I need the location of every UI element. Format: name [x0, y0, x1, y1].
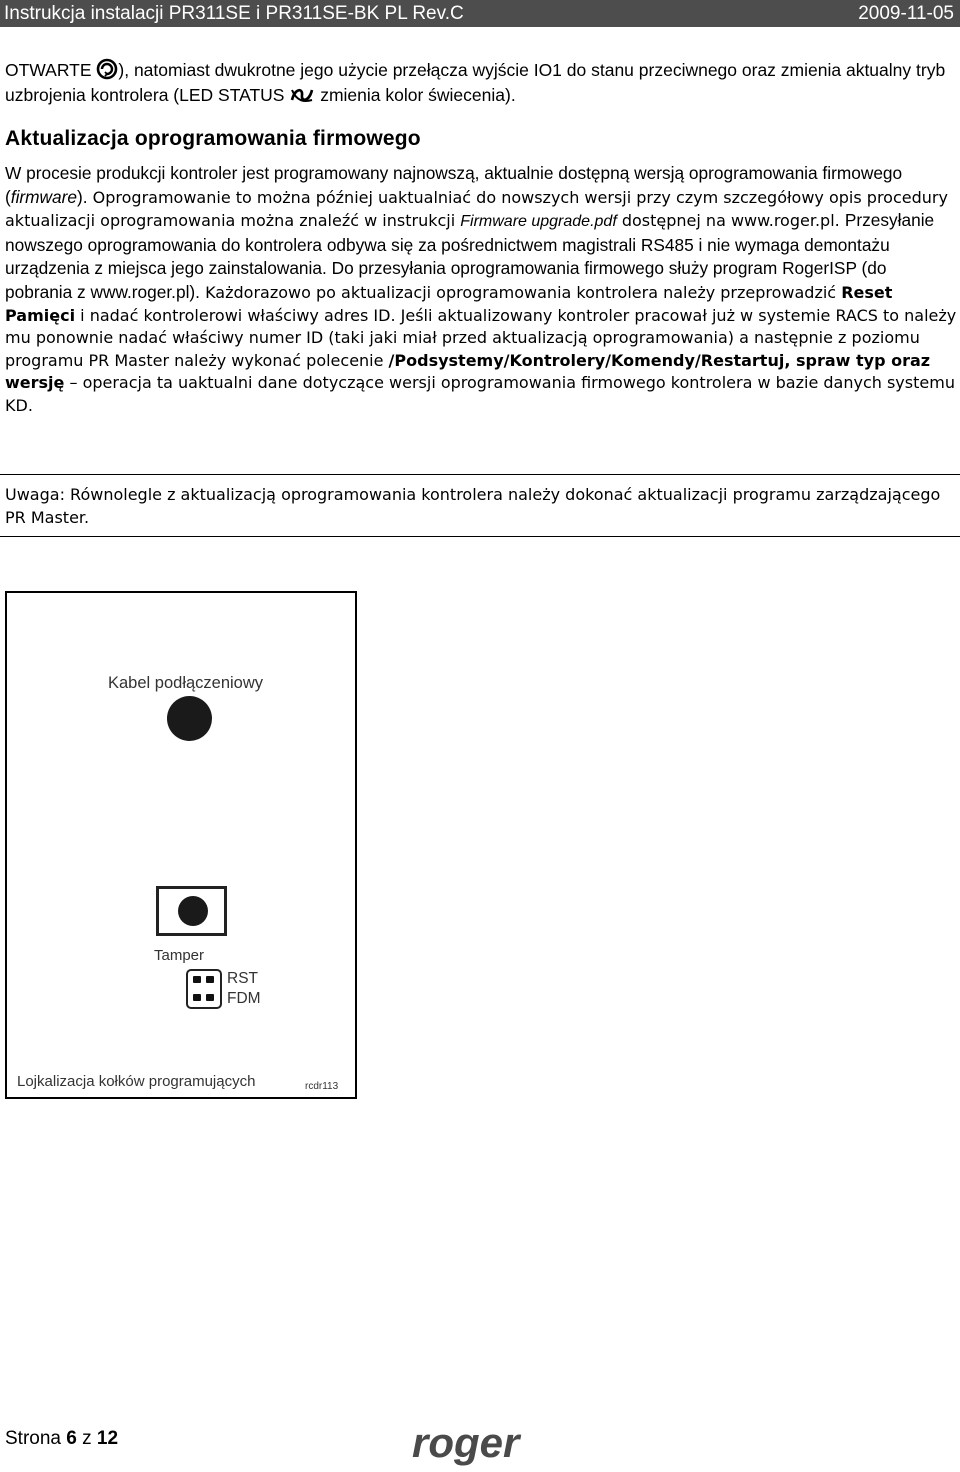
para-text-4: Każdorazowo po aktualizacji oprogramowania kontrolera należy przeprowadzić — [200, 282, 842, 302]
jumper-pin — [193, 994, 201, 1001]
note-bottom-rule — [0, 536, 960, 537]
para-text-3b: Przesyłanie nowszego oprogramowania do kontrolera odbywa się za pośrednictwem magistrali RS485 i nie wymaga demontażu urządzenia z miejsca jego zainstalowania. Do przesyłania oprogramowania firmowego służy program RogerISP (do pobrania z www.roger.pl). — [5, 210, 935, 302]
document-title: Instrukcja instalacji PR311SE i PR311SE-BK PL Rev.C — [4, 3, 464, 24]
fdm-label: FDM — [227, 990, 261, 1007]
command-path: /Podsystemy/Kontrolery/Komendy/Restartuj, spraw typ oraz wersję — [5, 350, 931, 393]
jumper-pin — [206, 976, 214, 983]
note-paragraph: Uwaga: Równolegle z aktualizacją oprogramowania kontrolera należy dokonać aktualizacji programu zarządzającego PR Master. — [5, 485, 941, 527]
figure-code: rcdr113 — [305, 1081, 339, 1092]
tamper-switch — [156, 886, 227, 936]
rst-label: RST — [227, 970, 258, 987]
door-open-icon — [96, 58, 118, 80]
cable-label: Kabel podłączeniowy — [108, 674, 264, 692]
cable-hole — [167, 696, 212, 741]
firmware-paragraph — [5, 162, 957, 418]
page-prefix: Strona — [5, 1428, 67, 1449]
para-text-1: W procesie produkcji kontroler jest programowany najnowszą, aktualnie dostępną wersją oprogramowania firmowego ( — [5, 163, 903, 207]
figure-caption: Lojkalizacja kołków programujących — [17, 1073, 256, 1090]
page-total: 12 — [96, 1428, 119, 1449]
arm-status-icon — [289, 85, 315, 105]
intro-text-3: zmienia kolor świecenia). — [315, 85, 516, 105]
jumper-pin — [193, 976, 201, 983]
page-number — [5, 1428, 118, 1450]
reset-memory-term: Reset Pamięci — [5, 282, 893, 325]
para-text-1-end: ). — [77, 186, 88, 207]
roger-logo: roger — [412, 1419, 520, 1466]
para-firmware-term: firmware — [10, 186, 78, 207]
para-doc-name: Firmware upgrade.pdf — [460, 213, 617, 231]
note-top-rule — [0, 474, 960, 475]
para-text-3: dostępnej na www.roger.pl. — [616, 211, 845, 231]
intro-text-2: ), natomiast dwukrotne jego użycie przełącza wyjście IO1 do stanu przeciwnego oraz zmienia aktualny tryb uzbrojenia kontrolera (LED STATUS — [5, 60, 946, 105]
jumper-pin — [206, 994, 214, 1001]
para-text-5: i nadać kontrolerowi właściwy adres ID. Jeśli aktualizowany kontroler pracował już w systemie RACS to należy mu ponownie nadać właściwy numer ID (taki jaki miał przed aktualizacją oprogramowania) a następnie z poziomu programu PR Master należy wykonać polecenie — [5, 305, 957, 370]
tamper-label: Tamper — [154, 947, 205, 964]
page-sep: z — [76, 1428, 97, 1449]
section-heading: Aktualizacja oprogramowania firmowego — [5, 127, 421, 150]
page-current: 6 — [66, 1428, 77, 1449]
jumper-block — [186, 969, 222, 1009]
para-text-6: – operacja ta uaktualni dane dotyczące wersji oprogramowania firmowego kontrolera w bazie danych systemu KD. — [5, 373, 955, 415]
intro-paragraph — [5, 58, 955, 108]
page-header — [0, 0, 960, 27]
intro-text-1: OTWARTE — [5, 60, 97, 80]
tamper-button — [178, 896, 208, 926]
document-date: 2009-11-05 — [858, 3, 954, 24]
para-text-2: Oprogramowanie to można później uaktualniać do nowszych wersji przy czym szczegółowy opis procedury aktualizacji oprogramowania można znaleźć w instrukcji — [5, 187, 948, 231]
device-diagram — [5, 591, 357, 1099]
